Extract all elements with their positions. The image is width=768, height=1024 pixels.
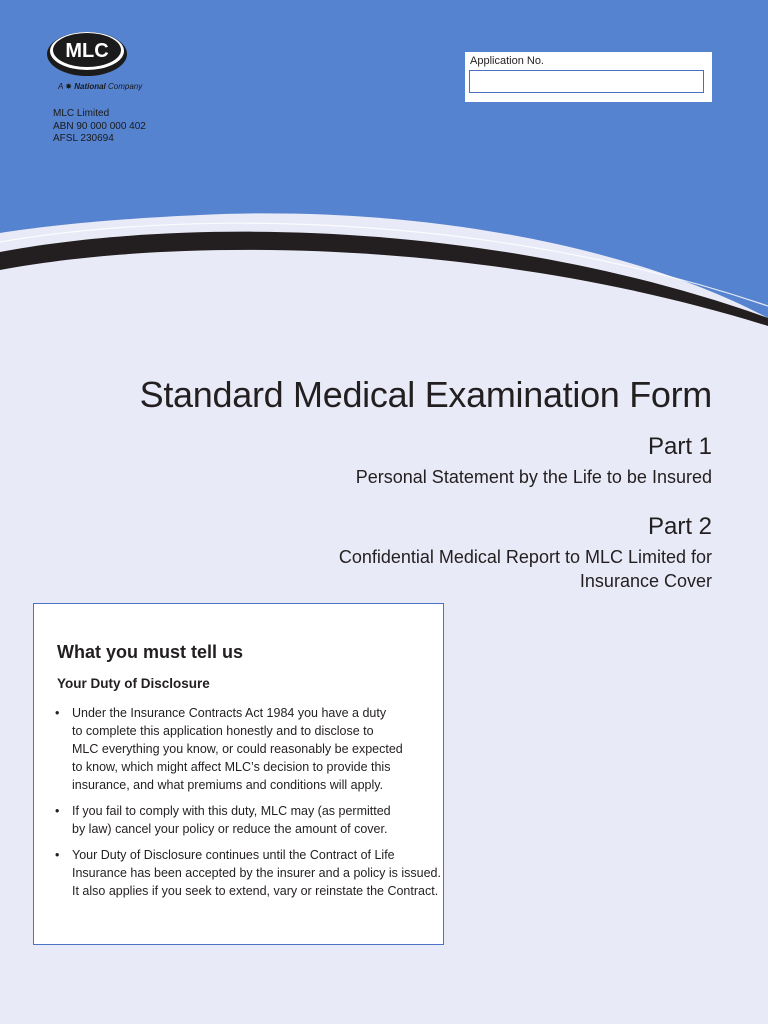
disclosure-subtitle: Your Duty of Disclosure: [57, 676, 210, 691]
logo-tagline: A ✸ National Company: [58, 82, 143, 91]
mlc-logo: [44, 24, 174, 91]
national-star-icon: ✸: [65, 82, 72, 91]
disclosure-box: [33, 603, 444, 945]
mlc-logo-mark: [44, 24, 130, 80]
disclosure-list: [55, 704, 441, 908]
part-2-description: Confidential Medical Report to MLC Limited for Insurance Cover: [338, 547, 712, 591]
bullet-icon: •: [55, 804, 60, 818]
application-number-box: [465, 52, 712, 102]
page-title: Standard Medical Examination Form: [139, 374, 712, 415]
company-name: MLC Limited: [53, 108, 110, 119]
company-info: [53, 108, 146, 146]
application-number-field[interactable]: [469, 70, 704, 93]
svg-text:MLC: MLC: [65, 40, 109, 62]
part-1-heading: Part 1: [647, 433, 712, 460]
part-2-heading: Part 2: [647, 513, 712, 540]
disclosure-bullet: • Your Duty of Disclosure continues until the Contract of Life Insurance has been accepted by the insurer and a policy is issued. It also applies if you seek to extend, vary or reinstate the Contract.: [55, 848, 441, 898]
company-afsl: AFSL 230694: [53, 133, 114, 144]
disclosure-title: What you must tell us: [57, 642, 244, 662]
bullet-icon: •: [55, 848, 60, 862]
company-abn: ABN 90 000 000 402: [53, 120, 146, 132]
application-number-label: Application No.: [470, 55, 544, 67]
disclosure-bullet: • Under the Insurance Contracts Act 1984 you have a duty to complete this application honestly and to disclose to MLC everything you know, or could reasonably be expected to know, which might affect MLC’s decision to provide this insurance, and what premiums and conditions will apply.: [55, 706, 403, 792]
part-1-description: Personal Statement by the Life to be Insured: [355, 467, 712, 487]
bullet-icon: •: [55, 706, 60, 720]
disclosure-bullet: • If you fail to comply with this duty, MLC may (as permitted by law) cancel your policy or reduce the amount of cover.: [55, 804, 391, 836]
